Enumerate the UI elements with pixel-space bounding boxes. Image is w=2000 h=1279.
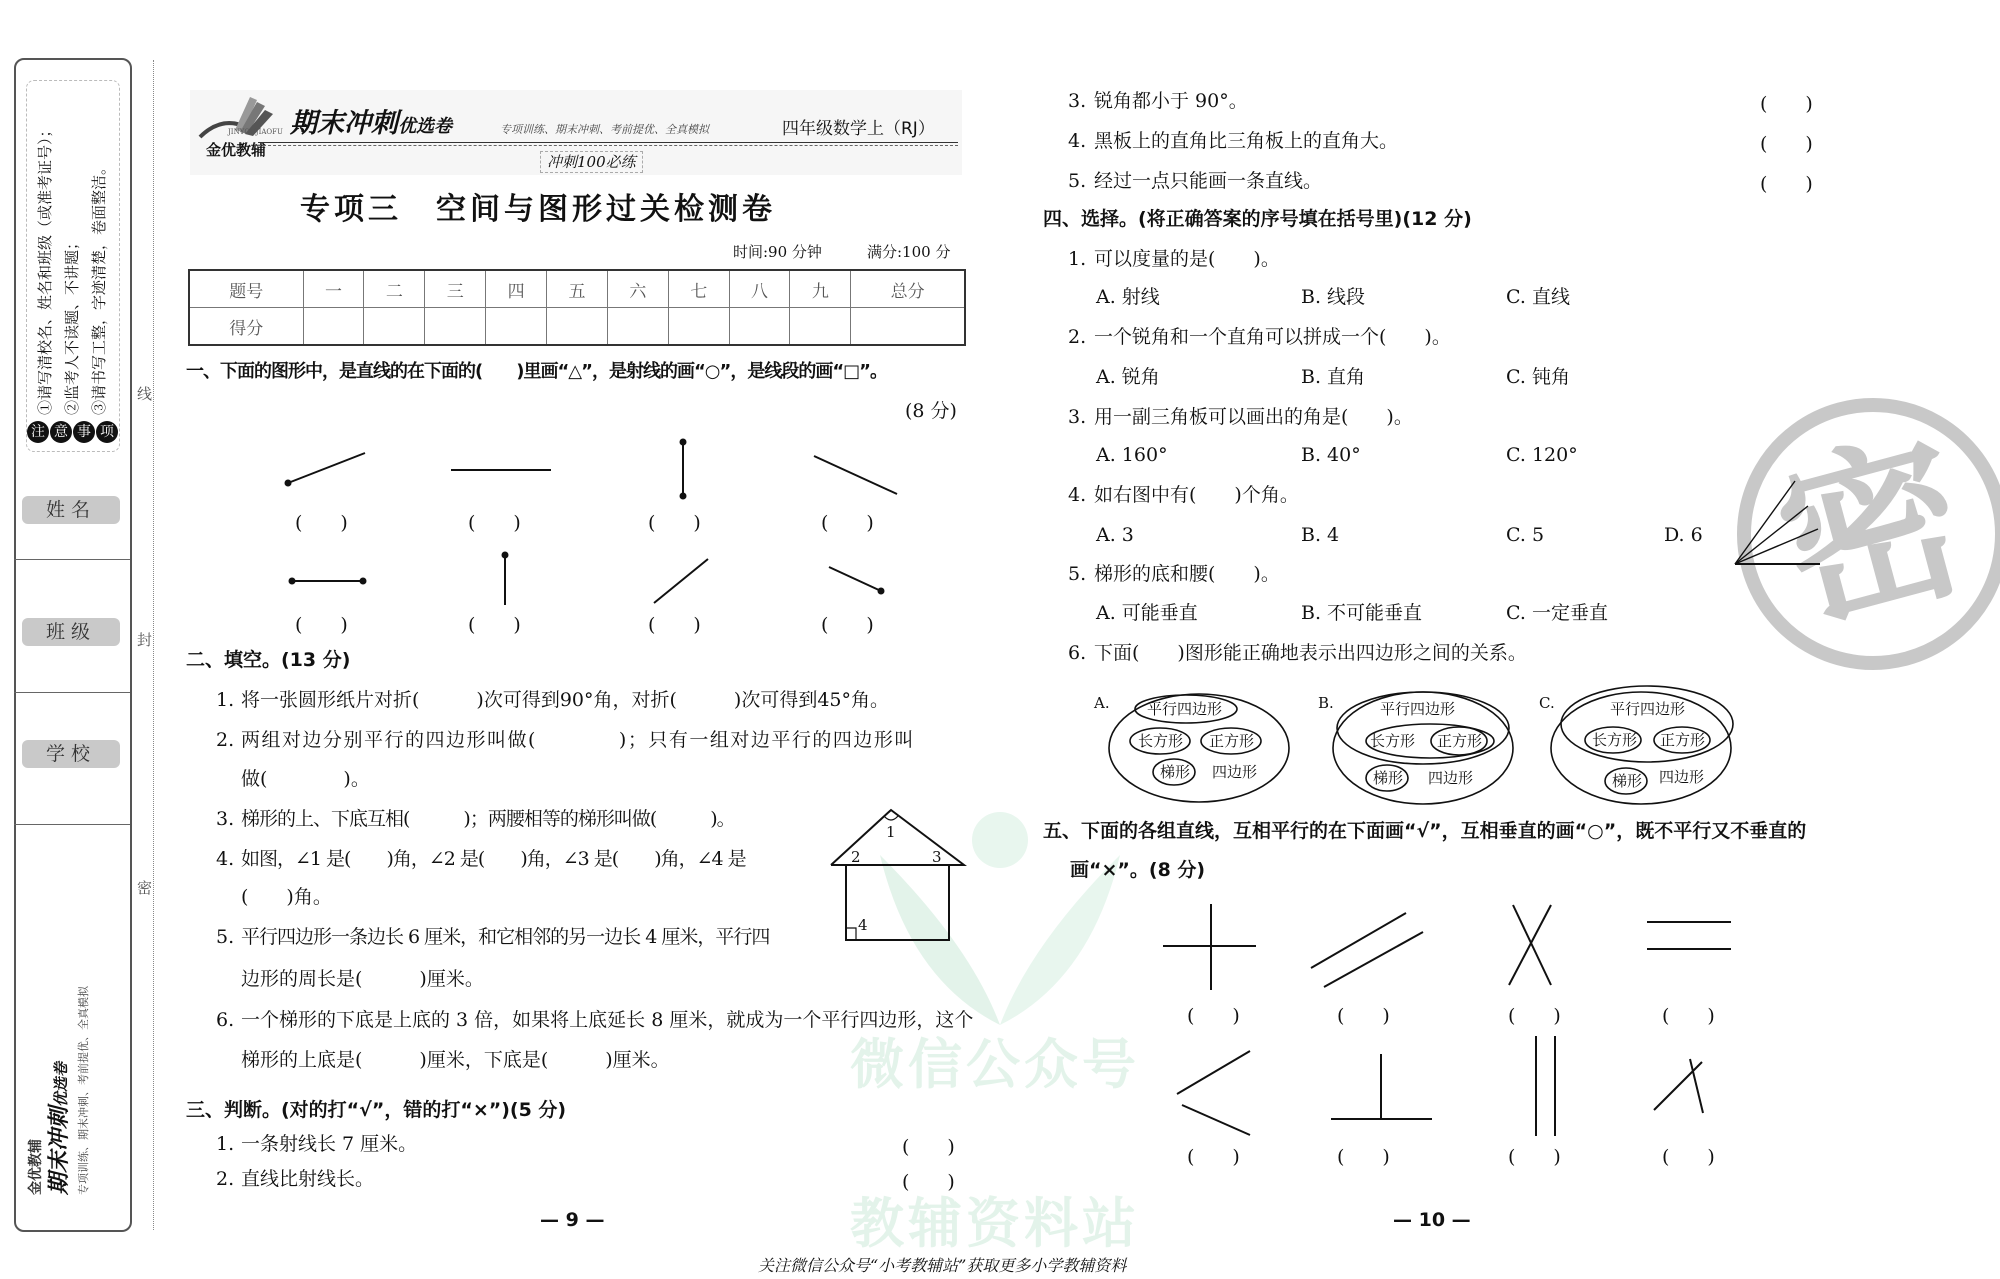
venn-option-b	[1318, 692, 1513, 804]
venn-square-label: 正方形	[1660, 731, 1706, 749]
notice-title-char: 事	[73, 421, 95, 443]
answer-bracket[interactable]: ( )	[295, 512, 348, 534]
sidebar-brand-suffix: 优选卷	[52, 1061, 70, 1107]
answer-bracket[interactable]: ( )	[902, 1171, 955, 1193]
class-field-label[interactable]: 班级	[22, 618, 120, 646]
option-c[interactable]: C. 5	[1506, 524, 1545, 546]
question-number: 2.	[1068, 326, 1087, 348]
option-b[interactable]: B. 线段	[1301, 286, 1366, 308]
footer-note: 关注微信公众号“小考教辅站”获取更多小学教辅资料	[758, 1256, 1127, 1275]
option-b[interactable]: B. 直角	[1301, 366, 1366, 388]
answer-bracket[interactable]: ( )	[821, 512, 874, 534]
answer-bracket[interactable]: ( )	[1508, 1005, 1561, 1027]
option-b[interactable]: B. 40°	[1301, 444, 1361, 466]
seal-mark-seal: 封	[137, 631, 153, 649]
answer-bracket[interactable]: ( )	[1662, 1005, 1715, 1027]
venn-trapezoid-label: 梯形	[1373, 769, 1404, 787]
question-number: 3.	[1068, 406, 1087, 428]
option-a[interactable]: A. 锐角	[1096, 366, 1160, 388]
section1-points: (8 分)	[905, 400, 957, 422]
judge-question-5: 经过一点只能画一条直线。	[1094, 170, 1323, 192]
option-b[interactable]: B. 不可能垂直	[1301, 602, 1423, 624]
venn-parallelogram-label: 平行四边形	[1147, 700, 1223, 718]
header-grade: 四年级数学上（RJ）	[782, 119, 935, 139]
intersecting-oblique-figure	[1654, 1059, 1703, 1113]
exam-full-score: 满分:100 分	[867, 243, 951, 261]
answer-bracket[interactable]: ( )	[1337, 1146, 1390, 1168]
option-c[interactable]: C. 直线	[1506, 286, 1570, 308]
fill-question-2-cont: 做( )。	[241, 768, 370, 790]
question-number: 2.	[216, 1168, 235, 1190]
header-badge: 冲刺100必练	[540, 151, 643, 173]
option-d[interactable]: D. 6	[1664, 524, 1703, 546]
answer-bracket[interactable]: ( )	[1662, 1146, 1715, 1168]
answer-bracket[interactable]: ( )	[648, 512, 701, 534]
sidebar-publisher: 金优教辅	[28, 1139, 44, 1195]
question-number: 1.	[216, 689, 235, 711]
watermark-text-2: 教辅资料站	[850, 1192, 1140, 1255]
answer-bracket[interactable]: ( )	[902, 1136, 955, 1158]
venn-parallelogram-label: 平行四边形	[1610, 700, 1686, 718]
header-slogan: 专项训练、期末冲刺、考前提优、全真模拟	[500, 123, 709, 136]
venn-option-a	[1093, 694, 1289, 802]
fill-question-5-cont: 边形的周长是( )厘米。	[241, 968, 484, 990]
page-title: 专项三 空间与图形过关检测卷	[300, 192, 776, 227]
fill-question-6: 一个梯形的下底是上底的 3 倍，如果将上底延长 8 厘米，就成为一个平行四边形，这个	[241, 1009, 974, 1031]
section3-heading: 三、判断。(对的打“√”，错的打“×”)(5 分)	[186, 1099, 567, 1121]
sidebar-brand-slogan: 专项训练、期末冲刺、考前提优、全真模拟	[77, 986, 90, 1195]
fill-question-1: 将一张圆形纸片对折( )次可得到90°角，对折( )次可得到45°角。	[241, 689, 890, 711]
option-b[interactable]: B. 4	[1301, 524, 1340, 546]
watermark-text-1: 微信公众号	[850, 1033, 1140, 1096]
answer-bracket[interactable]: ( )	[1508, 1146, 1561, 1168]
parallel-vertical-figure	[1536, 1036, 1555, 1136]
fill-question-5: 平行四边形一条边长 6 厘米，和它相邻的另一边长 4 厘米，平行四	[241, 926, 770, 948]
notice-item: ③请书写工整，字迹清楚，卷面整洁。	[89, 159, 108, 415]
diverging-lines-figure	[1177, 1051, 1250, 1135]
sidebar-brand-title: 期末冲刺	[47, 1106, 72, 1195]
page-number-right: — 10 —	[1393, 1209, 1471, 1231]
angles-figure	[1735, 481, 1820, 564]
notice-item: ①请写清校名、姓名和班级（或准考证号）；	[35, 122, 54, 415]
ray-figure	[829, 567, 885, 595]
choice-question-2: 一个锐角和一个直角可以拼成一个( )。	[1094, 326, 1451, 348]
segment-figure	[680, 439, 687, 500]
ray-figure	[285, 453, 366, 487]
section4-heading: 四、选择。(将正确答案的序号填在括号里)(12 分)	[1043, 208, 1472, 230]
choice-question-3: 用一副三角板可以画出的角是( )。	[1094, 406, 1413, 428]
angle-label-4: 4	[858, 916, 868, 934]
question-number: 1.	[216, 1133, 235, 1155]
question-number: 4.	[216, 848, 235, 870]
option-c[interactable]: C. 一定垂直	[1506, 602, 1608, 624]
answer-bracket[interactable]: ( )	[295, 614, 348, 636]
fill-question-6-cont: 梯形的上底是( )厘米，下底是( )厘米。	[241, 1049, 670, 1071]
answer-bracket[interactable]: ( )	[1760, 93, 1813, 115]
question-number: 4.	[1068, 484, 1087, 506]
score-row-label: 得分	[189, 308, 303, 346]
venn-label: A.	[1094, 694, 1110, 712]
judge-question-3: 锐角都小于 90°。	[1094, 90, 1248, 112]
header-publisher-pinyin: JINYOUJIAOFU	[228, 128, 283, 136]
page-number-left: — 9 —	[540, 1209, 605, 1231]
intersecting-x-figure	[1509, 905, 1551, 985]
house-figure	[831, 810, 964, 940]
score-header-cell: 总分	[851, 270, 965, 308]
question-number: 6.	[1068, 642, 1087, 664]
header-publisher: 金优教辅	[206, 141, 267, 159]
answer-bracket[interactable]: ( )	[468, 614, 521, 636]
venn-square-label: 正方形	[1437, 732, 1483, 750]
venn-option-c	[1539, 686, 1733, 804]
name-field-label[interactable]: 姓名	[22, 496, 120, 524]
option-a[interactable]: A. 3	[1096, 524, 1134, 546]
score-header-cell: 五	[547, 270, 608, 308]
notice-title-char: 意	[50, 421, 72, 443]
venn-rectangle-label: 长方形	[1592, 731, 1638, 749]
option-a[interactable]: A. 可能垂直	[1096, 602, 1198, 624]
choice-question-6: 下面( )图形能正确地表示出四边形之间的关系。	[1094, 642, 1527, 664]
line-figure	[654, 559, 708, 603]
option-a[interactable]: A. 射线	[1096, 286, 1160, 308]
judge-question-2: 直线比射线长。	[241, 1168, 375, 1190]
answer-bracket[interactable]: ( )	[1187, 1146, 1240, 1168]
line-figure	[814, 456, 897, 494]
question-number: 5.	[1068, 563, 1087, 585]
ray-figure	[502, 552, 509, 606]
venn-quadrilateral-label: 四边形	[1428, 769, 1474, 787]
option-c[interactable]: C. 钝角	[1506, 366, 1570, 388]
question-number: 5.	[216, 926, 235, 948]
answer-bracket[interactable]: ( )	[1337, 1005, 1390, 1027]
fill-question-4: 如图，∠1 是( )角，∠2 是( )角，∠3 是( )角，∠4 是	[241, 848, 746, 870]
score-header-cell: 题号	[189, 270, 303, 308]
question-number: 3.	[1068, 90, 1087, 112]
score-header-cell: 三	[425, 270, 486, 308]
question-number: 1.	[1068, 248, 1087, 270]
parallel-horizontal-figure	[1647, 922, 1731, 949]
venn-quadrilateral-label: 四边形	[1659, 768, 1705, 786]
score-header-cell: 六	[607, 270, 668, 308]
answer-bracket[interactable]: ( )	[1760, 173, 1813, 195]
school-field-label[interactable]: 学校	[22, 740, 120, 768]
segment-figure	[289, 578, 367, 585]
fill-question-3: 梯形的上、下底互相( )；两腰相等的梯形叫做( )。	[241, 808, 735, 830]
option-c[interactable]: C. 120°	[1506, 444, 1578, 466]
answer-bracket[interactable]: ( )	[468, 512, 521, 534]
header-brand-suffix: 优选卷	[398, 116, 452, 137]
answer-bracket[interactable]: ( )	[648, 614, 701, 636]
notice-title-char: 项	[96, 421, 118, 443]
judge-question-4: 黑板上的直角比三角板上的直角大。	[1094, 130, 1399, 152]
notice-title-char: 注	[27, 421, 49, 443]
seal-mark-line: 线	[137, 385, 153, 403]
judge-question-1: 一条射线长 7 厘米。	[241, 1133, 418, 1155]
question-number: 5.	[1068, 170, 1087, 192]
score-header-cell: 八	[729, 270, 790, 308]
venn-trapezoid-label: 梯形	[1160, 763, 1191, 781]
score-header-cell: 九	[790, 270, 851, 308]
venn-label: B.	[1318, 694, 1334, 712]
score-header-cell: 四	[486, 270, 547, 308]
choice-question-4: 如右图中有( )个角。	[1094, 484, 1299, 506]
score-header-cell: 七	[668, 270, 729, 308]
stamp-text: 密	[1758, 409, 1987, 658]
section5-heading: 五、下面的各组直线，互相平行的在下面画“√”，互相垂直的画“○”，既不平行又不垂直的	[1043, 820, 1807, 842]
seal-mark-secret: 密	[137, 879, 153, 897]
parallel-diagonal-figure	[1311, 913, 1423, 987]
perpendicular-t-figure	[1331, 1054, 1432, 1119]
angle-label-1: 1	[886, 823, 896, 841]
score-header-cell: 二	[364, 270, 425, 308]
angle-label-3: 3	[932, 848, 942, 866]
venn-quadrilateral-label: 四边形	[1212, 763, 1258, 781]
exam-time: 时间:90 分钟	[733, 243, 822, 261]
answer-bracket[interactable]: ( )	[1760, 133, 1813, 155]
answer-bracket[interactable]: ( )	[1187, 1005, 1240, 1027]
venn-rectangle-label: 长方形	[1138, 732, 1184, 750]
question-number: 2.	[216, 729, 235, 751]
choice-question-1: 可以度量的是( )。	[1094, 248, 1280, 270]
venn-label: C.	[1539, 694, 1555, 712]
venn-trapezoid-label: 梯形	[1612, 772, 1643, 790]
section1-heading: 一、下面的图形中，是直线的在下面的( )里画“△”，是射线的画“○”，是线段的画“□”。	[186, 361, 887, 382]
question-number: 4.	[1068, 130, 1087, 152]
fill-question-4-cont: ( )角。	[241, 886, 332, 908]
venn-parallelogram-label: 平行四边形	[1380, 700, 1456, 718]
perpendicular-cross-figure	[1163, 904, 1256, 990]
choice-question-5: 梯形的底和腰( )。	[1094, 563, 1280, 585]
angle-label-2: 2	[851, 848, 861, 866]
section2-heading: 二、填空。(13 分)	[186, 649, 351, 671]
venn-rectangle-label: 长方形	[1370, 732, 1416, 750]
venn-square-label: 正方形	[1209, 732, 1255, 750]
notice-item: ②监考人不读题、不讲题；	[62, 234, 81, 415]
section5-heading-cont: 画“×”。(8 分)	[1070, 859, 1206, 881]
fill-question-2: 两组对边分别平行的四边形叫做( )；只有一组对边平行的四边形叫	[241, 729, 915, 751]
question-number: 3.	[216, 808, 235, 830]
question-number: 6.	[216, 1009, 235, 1031]
score-header-cell: 一	[303, 270, 364, 308]
header-brand-title: 期末冲刺	[290, 108, 398, 139]
answer-bracket[interactable]: ( )	[821, 614, 874, 636]
option-a[interactable]: A. 160°	[1096, 444, 1168, 466]
